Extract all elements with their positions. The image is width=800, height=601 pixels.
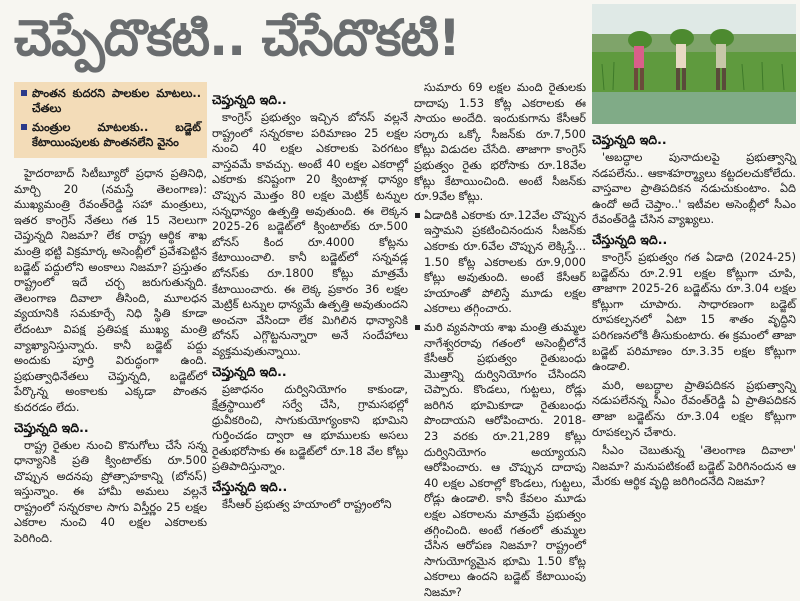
section-heading: చెప్తున్నది ఇది.. <box>212 363 287 379</box>
section-heading: చెప్తున్నది ఇది.. <box>14 419 89 435</box>
body-paragraph: రాష్ట్ర రైతుల నుంచి కొనుగోలు చేసే సన్న ధాన్యానికి ప్రతి క్వింటాల్‌కు రూ.500 చొప్పున అదనపు ప్రోత్సాహకాన్ని (బోనస్) ఇస్తున్నాం. ఈ హామీ అమలు వల్లనే రాష్ట్రంలో సన్నరకాల సాగు విస్తీర్ణం 25 లక్షల ఎకరాల నుంచి 40 లక్షల ఎకరాలకు పెరిగింది. <box>14 438 207 546</box>
column-1 <box>14 82 207 546</box>
body-paragraph: కేసీఆర్ ప్రభుత్వ హయాంలో రాష్ట్రంలోని <box>222 498 392 512</box>
quote-paragraph: 'అబద్ధాల పునాదులపై ప్రభుత్వాన్ని నడపలేను.. ఆకాశహర్మ్యాలు కట్టదలచుకోలేదు. వాస్తవాల ప్రాతిపదికన నడుచుకుంటాం. ఏది ఉందో అదే చెప్తాం..' ఇటీవల అసెంబ్లీలో సీఎం రేవంత్‌రెడ్డి చేసిన వ్యాఖ్యలు. <box>592 151 796 227</box>
body-paragraph: కాంగ్రెస్ ప్రభుత్వం ఇచ్చిన బోనస్ వల్లనే రాష్ట్రంలో సన్నరకాల పరిమాణం 25 లక్షల నుంచి 40 లక్షల ఎకరాలకు పెరగటం వాస్తవమే కావచ్చు. అంటే 40 లక్షల ఎకరాల్లో ఎకరాకు కనిష్టంగా 20 క్వింటాళ్ల ధాన్యం చొప్పున మొత్తం 80 లక్షల మెట్రిక్ టన్నుల సన్నధాన్యం ఉత్పత్తి అవుతుంది. ఈ లెక్కన 2025-26 బడ్జెట్‌లో క్వింటాల్‌కు రూ.500 బోనస్ కింద రూ.4000 కోట్లను కేటాయించాలి. కానీ బడ్జెట్‌లో సన్నవడ్ల బోనస్‌కు రూ.1800 కోట్లు మాత్రమే కేటాయించారు. ఈ లెక్క ప్రకారం 36 లక్షల మెట్రిక్ టన్నుల ధాన్యమే ఉత్పత్తి అవుతుందని అంచనా వేసిందా లేక మిగిలిన ధాన్యానికి బోనస్ ఎగ్గొట్టనున్నారా అనే సందేహాలు వ్యక్తమవుతున్నాయి. <box>212 111 408 358</box>
body-paragraph: మరి, అబద్ధాల ప్రాతిపదికన ప్రభుత్వాన్ని నడుపలేనన్న సీఎం రేవంత్‌రెడ్డి ఏ ప్రాతిపదికన తాజా బడ్జెట్‌ను రూ.3.04 లక్షల కోట్లుగా రూపకల్పన చేశారు. <box>592 378 796 439</box>
bullet-paragraph: మరి వ్యవసాయ శాఖ మంత్రి తుమ్మల నాగేశ్వరరావు గతంలో అసెంబ్లీలోనే కేసీఆర్ ప్రభుత్వం రైతుబంధు మొత్తాన్ని దుర్వినియోగం చేసిందని చెప్పారు. కొండలు, గుట్టలు, రోడ్లు జరిగిన భూమికూడా రైతుబంధు పొందాయని ఆరోపించారు. 2018-23 వరకు రూ.21,289 కోట్లు దుర్వినియోగం అయ్యాయని ఆరోపించారు. ఆ చొప్పున దాదాపు 40 లక్షల ఎకరాల్లో కొండలు, గుట్టలు, రోడ్లు ఉండాలి. కానీ కేవలం మూడు లక్షల ఎకరాలను మాత్రమే ప్రభుత్వం తగ్గించింది. అంటే గతంలో తుమ్మల చేసిన ఆరోపణ నిజమా? రాష్ట్రంలో సాగుయోగ్యమైన భూమి 1.50 కోట్ల ఎకరాలు ఉందని బడ్జెట్ కేటాయింపు నిజమా? <box>414 320 586 601</box>
highlight-item: మంత్రుల మాటలకు.. బడ్జెట్ కేటాయింపులకు పొంతనలేని వైనం <box>20 120 201 150</box>
highlight-item: పొంతన కుదరని పాలకుల మాటలు.. చేతలు <box>20 86 201 116</box>
column-2 <box>212 88 408 532</box>
body-paragraph: ప్రజాధనం దుర్వినియోగం కాకుండా, క్షేత్రస్థాయిలో సర్వే చేసి, గ్రామసభల్లో ధ్రువీకరించి, సాగుకుయోగ్యంకాని భూమిని గుర్తించడం ద్వారా ఆ భూములకు అసలు రైతుభరోసాకు ఈ బడ్జెట్‌లో రూ.18 వేల కోట్లు ప్రతిపాదిస్తున్నాం. <box>212 382 408 474</box>
section-heading: చేస్తున్నది ఇది.. <box>592 231 668 247</box>
bullet-paragraph: ఏడాదికి ఎకరాకు రూ.12వేల చొప్పున ఇస్తామని ప్రకటించినందున సీజన్‌కు ఎకరాకు రూ.6వేల చొప్పున లెక్కిస్తే... 1.50 కోట్ల ఎకరాలకు రూ.9,000 కోట్లు అవుతుంది. అంటే కేసీఆర్ హయాంతో పోలిస్తే మూడు లక్షల ఎకరాలు తగ్గించారు. <box>414 208 586 317</box>
intro-paragraph: హైదరాబాద్ సిటీబ్యూరో ప్రధాన ప్రతినిధి, మార్చి 20 (నమస్తే తెలంగాణ): ముఖ్యమంత్రి రేవంత్‌రెడ్డి సహా మంత్రులు, ఇతర కాంగ్రెస్ నేతలు గత 15 నెలలుగా చెప్తున్నది నిజమా? లేక రాష్ట్ర ఆర్థిక శాఖ మంత్రి భట్టి విక్రమార్క అసెంబ్లీలో ప్రవేశపెట్టిన బడ్జెట్ పద్దులోని అంకాలు నిజమా? ప్రస్తుతం రాష్ట్రంలో ఇదే చర్చ జరుగుతున్నది. తెలంగాణ దివాలా తీసింది, మూలధన వ్యయానికి సమకూర్చే నిధి స్థితి కూడా లేదంటూ విపక్ష ప్రతిపక్ష ముఖ్య మంత్రి వ్యాఖ్యానిస్తున్నారు. కానీ బడ్జెట్ పద్దు అందుకు పూర్తి విరుద్ధంగా ఉంది. ప్రభుత్వాధినేతలు చెప్తున్నది, బడ్జెట్‌లో పేర్కొన్న అంకాలకు ఎక్కడా పొంతన కుదరడం లేదు. <box>14 167 207 414</box>
section-heading: చెప్తున్నది ఇది.. <box>592 132 667 147</box>
headline: చెప్పేదొకటి.. చేసేదొకటి! <box>14 9 460 67</box>
body-paragraph: కాంగ్రెస్ ప్రభుత్వం గత ఏడాది (2024-25) బడ్జెట్‌ను రూ.2.91 లక్షల కోట్లుగా చూపి, తాజాగా 2025-26 బడ్జెట్‌ను రూ.3.04 లక్షల కోట్లుగా చూపారు. సాధారణంగా బడ్జెట్ రూపకల్పనలో ఏటా 15 శాతం వృద్ధిని పరిగణనలోకి తీసుకుంటారు. ఈ క్రమంలో తాజా బడ్జెట్ పరిమాణం రూ.3.35 లక్షల కోట్లుగా ఉండాలి. <box>592 250 796 374</box>
body-paragraph: సుమారు 69 లక్షల మంది రైతులకు దాదాపు 1.53 కోట్ల ఎకరాలకు ఈ సాయం అందేది. ఇందుకుగాను కేసీఆర్ సర్కారు ఒక్కో సీజన్‌కు రూ.7,500 కోట్లు విడుదల చేసేది. తాజాగా కాంగ్రెస్ ప్రభుత్వం రైతు భరోసాకు రూ.18వేల కోట్లు కేటాయించింది. అంటే సీజన్‌కు రూ.9వేల కోట్లు. <box>414 81 586 204</box>
body-paragraph: సీఎం చెబుతున్న 'తెలంగాణ దివాలా' నిజమా? మనుపటికంటే బడ్జెట్ పెరిగినందున ఆ మేరకు ఆర్థిక వృద్ధి జరిగిందనేది నిజమా? <box>592 444 796 489</box>
section-heading: చెప్తున్నది ఇది.. <box>212 92 287 107</box>
column-3 <box>414 80 586 599</box>
column-4 <box>592 128 796 532</box>
farmers-photo <box>592 4 796 124</box>
section-heading: చేస్తున్నది ఇది.. <box>212 479 288 495</box>
highlight-box <box>14 82 207 158</box>
